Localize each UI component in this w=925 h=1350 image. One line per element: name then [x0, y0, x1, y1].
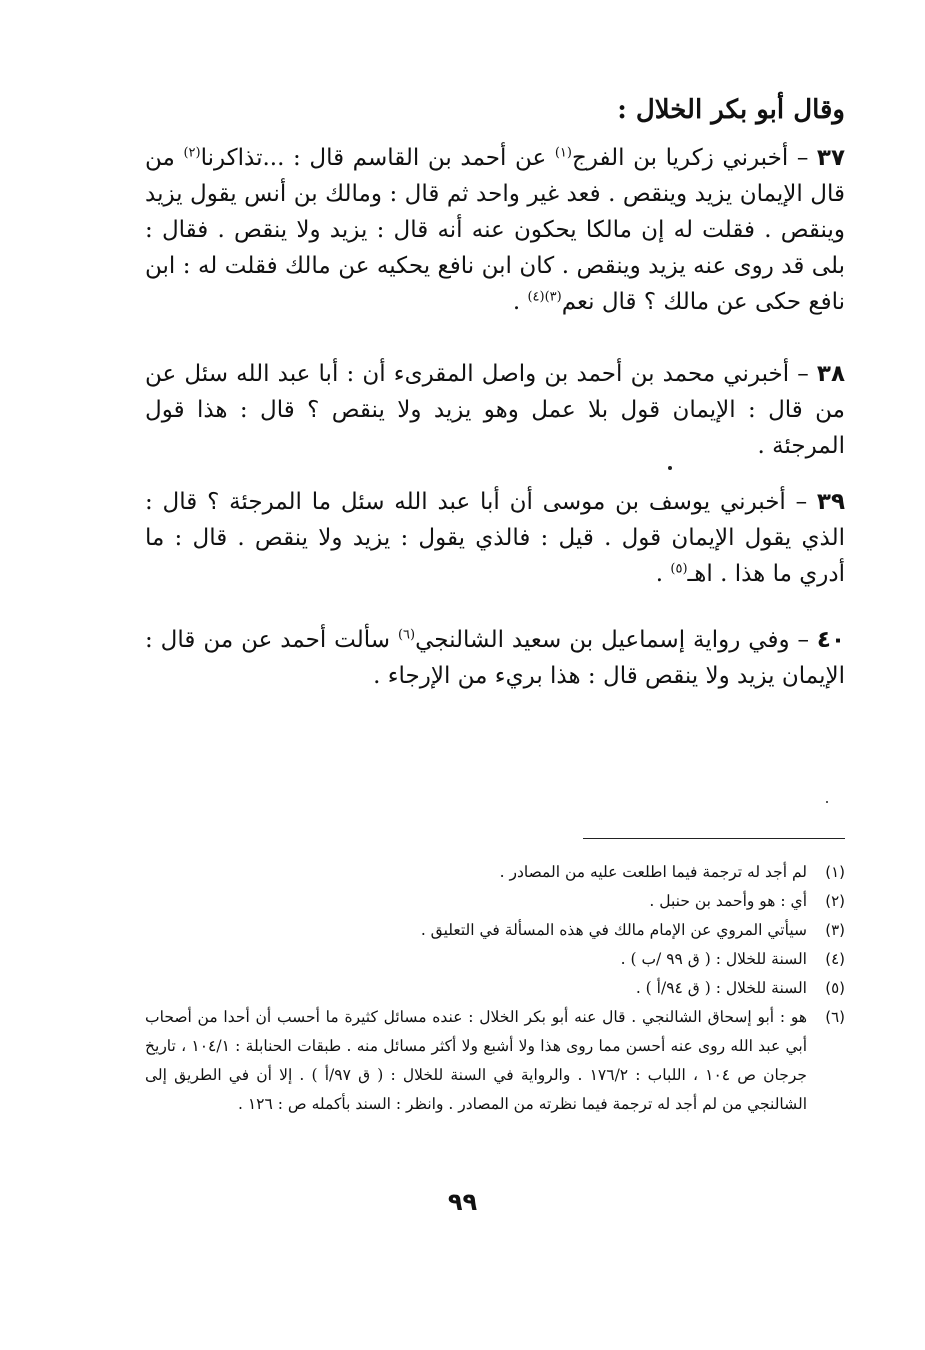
- paragraph-text: .: [512, 289, 528, 315]
- paragraph-text: – أخبرني زكريا بن الفرج: [571, 145, 817, 171]
- page-number: ٩٩: [447, 1188, 478, 1216]
- footnote-ref[interactable]: (٣)(٤): [527, 289, 562, 305]
- paragraph-40: [145, 622, 845, 694]
- footnote-1: [145, 858, 845, 887]
- ink-speck: [826, 801, 828, 803]
- paragraph-text: عن أحمد بن القاسم قال : ...تذاكرنا: [200, 145, 555, 171]
- footnote-number: (٤): [825, 950, 845, 968]
- paragraph-37: [145, 140, 845, 320]
- footnote-ref[interactable]: (٦): [397, 627, 416, 643]
- footnote-number: (٢): [825, 892, 845, 910]
- footnote-number: (٥): [825, 979, 845, 997]
- footnote-text: لم أجد له ترجمة فيما اطلعت عليه من المصادر .: [499, 863, 807, 881]
- footnote-text: أي : هو وأحمد بن حنبل .: [649, 892, 807, 910]
- footnote-5: [145, 974, 845, 1003]
- footnote-ref[interactable]: (٢): [183, 145, 201, 161]
- footnote-text: السنة للخلال : ( ق ٩٤/أ ) .: [635, 979, 807, 997]
- paragraph-number: ٣٩: [816, 489, 845, 515]
- footnote-number: (٦): [825, 1008, 845, 1026]
- paragraph-38: [145, 356, 845, 464]
- footnote-3: [145, 916, 845, 945]
- footnote-ref[interactable]: (٥): [670, 561, 688, 577]
- footnote-2: [145, 887, 845, 916]
- paragraph-number: ٣٨: [816, 361, 845, 387]
- footnote-ref[interactable]: (١): [554, 145, 572, 161]
- paragraph-text: سألت أحمد عن من قال : الإيمان يزيد ولا ينقص قال : هذا بريء من الإرجاء .: [145, 627, 845, 689]
- footnote-number: (١): [825, 863, 845, 881]
- paragraph-text: .: [655, 561, 671, 587]
- footnote-text: السنة للخلال : ( ق ٩٩ /ب ) .: [620, 950, 807, 968]
- paragraph-text: – أخبرني يوسف بن موسى أن أبا عبد الله سئل ما المرجئة ؟ قال : الذي يقول الإيمان قول . قيل : فالذي يقول : يزيد ولا ينقص . قال : ما أدري ما هذا . اهـ: [145, 489, 845, 587]
- paragraph-39: [145, 484, 845, 592]
- paragraph-text: – أخبرني محمد بن أحمد بن واصل المقرىء أن : أبا عبد الله سئل عن من قال : الإيمان قول بلا عمل وهو يزيد ولا ينقص ؟ قال : هذا قول المرجئة .: [145, 361, 845, 459]
- ink-speck: [668, 466, 672, 470]
- footnote-4: [145, 945, 845, 974]
- footnotes: [145, 858, 845, 1119]
- paragraph-number: ٣٧: [816, 145, 845, 171]
- paragraph-text: من قال الإيمان يزيد وينقص . فعد غير واحد ثم قال : ومالك بن أنس يقول يزيد وينقص . فقلت له إن مالكا يحكون عنه أنه قال : يزيد ولا ينقص . فقال : بلى قد روى عنه يزيد وينقص . كان ابن نافع يحكيه عن مالك فقلت له : ابن نافع حكى عن مالك ؟ قال نعم: [145, 145, 845, 315]
- section-heading: وقال أبو بكر الخلال :: [617, 95, 845, 125]
- footnote-text: سيأتي المروي عن الإمام مالك في هذه المسألة في التعليق .: [420, 921, 807, 939]
- paragraph-text: – وفي رواية إسماعيل بن سعيد الشالنجي: [415, 627, 817, 653]
- paragraph-number: ٤٠: [816, 627, 845, 653]
- footnote-6: [145, 1003, 845, 1119]
- footnote-number: (٣): [825, 921, 845, 939]
- footnote-divider: [583, 838, 845, 839]
- footnote-text: هو : أبو إسحاق الشالنجي . قال عنه أبو بكر الخلال : عنده مسائل كثيرة ما أحسب أن أحدا من أصحاب أبي عبد الله روى عنه أحسن مما روى هذا ولا أشبع ولا أكثر مسائل منه . طبقات الحنابلة : ١٠٤/١ ، تاريخ جرجان ص ١٠٤ ، اللباب : ١٧٦/٢ . والرواية في السنة للخلال : ( ق ٩٧/أ ) . إلا أن في الطريق إلى الشالنجي من لم أجد له ترجمة فيما نظرته من المصادر . وانظر : السند بأكمله ص : ١٢٦ .: [145, 1008, 807, 1113]
